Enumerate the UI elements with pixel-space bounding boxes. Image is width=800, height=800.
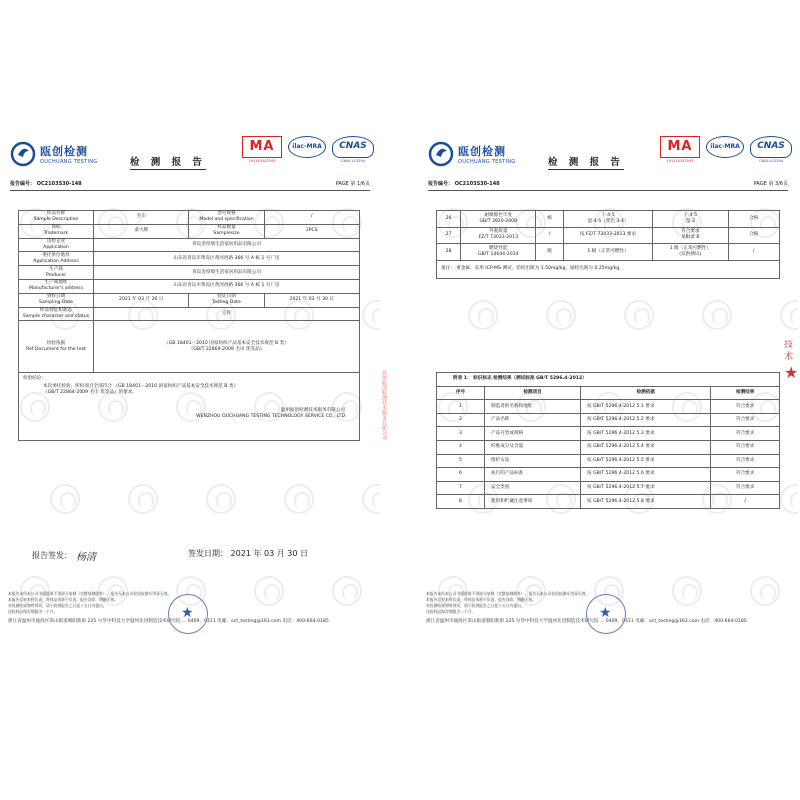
ref-standard-1: 《GB 18401－2010 国家纺织产品基本安全技术规范 B 类》 <box>164 340 289 346</box>
item-cell: 耐摩擦色牢度 GB/T 3920-2008 <box>461 211 536 228</box>
req-cell: 干:4-5 湿:3 <box>653 211 728 228</box>
no-cell: 1 <box>437 400 485 414</box>
table-row <box>437 440 780 454</box>
company-logo <box>10 136 130 172</box>
result-cell: 符合要求 <box>711 440 780 454</box>
side-stamp: 温州瓯创检测技术服务有限公司 <box>381 370 387 440</box>
table-row <box>19 293 360 307</box>
unit-cell: / <box>536 227 563 244</box>
sample-info-table <box>18 210 360 441</box>
footer-line: 对检测结果如有异议，请于收到报告之日起十五日内提出。 <box>8 603 107 609</box>
table-row <box>19 211 360 225</box>
item-cell: 使用和贮藏注意事项 <box>485 495 581 509</box>
table-row <box>19 307 360 321</box>
label-cell: 验证日期 Testing Date <box>189 293 264 307</box>
unit-cell: 级 <box>536 211 563 228</box>
cma-number: 191110342593 <box>248 159 276 163</box>
cma-number: 191110342593 <box>666 159 694 163</box>
label-cell: 委托单位地址 Application Address <box>19 252 94 266</box>
cma-mark: MA <box>242 136 282 158</box>
table-row <box>437 454 780 468</box>
report-number-line <box>10 180 370 190</box>
company-logo <box>428 136 548 172</box>
report-number: 报告编号： OC2103S30-148 <box>10 181 82 187</box>
logo-en-text: OUCHUANG TESTING <box>40 159 98 165</box>
table-caption: 附表 1： 标识标志 检测结果（测试标准 GB/T 5296.4-2012） <box>437 373 780 387</box>
cnas-number: CNAS L13294 <box>341 159 365 163</box>
logo-en-text: OUCHUANG TESTING <box>458 159 516 165</box>
table-row <box>437 495 780 509</box>
watermark-icon <box>780 484 798 514</box>
table-row <box>437 244 780 261</box>
value-cell: 山东省青岛市黄岛区黄河西路 366 号 A 栋 1 号厂房 <box>94 279 360 293</box>
table-row <box>437 260 780 278</box>
result-cell: / <box>711 495 780 509</box>
watermark-icon <box>702 300 732 330</box>
column-header: 检测结果 <box>711 386 780 400</box>
table-row <box>437 427 780 441</box>
verdict-cell: 合格 <box>728 227 779 244</box>
footer-line: 本报告仅对来样负责，对样品来源不负责。报告涂改、增删无效。 <box>426 597 537 603</box>
table-row <box>19 238 360 252</box>
edge-seal-text: 技术 <box>784 340 794 362</box>
basis-cell: 按 GB/T 5296.4-2012 5.4 要求 <box>581 440 711 454</box>
footer-line: 对检测结果如有异议，请于收到报告之日起十五日内提出。 <box>426 603 525 609</box>
item-cell: 纤维成分及含量 <box>485 440 581 454</box>
no-cell: 6 <box>437 468 485 482</box>
item-cell: 安全类别 <box>485 481 581 495</box>
value-cell: 2021 年 03 月 30 日 <box>264 293 360 307</box>
watermark-icon <box>624 300 654 330</box>
logo-cn-text: 瓯创检测 <box>458 145 506 158</box>
watermark-icon <box>128 484 158 514</box>
value-cell: 青岛金厚瑞生活家居用品有限公司 <box>94 238 360 252</box>
page-number: PAGE 第 1/6页 <box>335 181 370 187</box>
label-cell: 检验依据 Ref Document for the test <box>19 321 94 373</box>
cma-mark: MA <box>660 136 700 158</box>
item-cell: 外观质量 FZ/T 73033-2013 <box>461 227 536 244</box>
ouchuang-logo-icon <box>428 141 454 167</box>
footer-address: 浙江省温州市瓯海区茶山街道朝阳新街 225 号华中科技大学温州先进制造技术研究院 ... 0409、0411 电邮：oct_testing@163.com 电话：400-664-0185 <box>8 619 329 625</box>
watermark-icon <box>362 300 380 330</box>
watermark-icon <box>206 484 236 514</box>
signature-line <box>32 548 96 563</box>
table-header-row <box>437 386 780 400</box>
no-cell: 2 <box>437 413 485 427</box>
item-cell: 制造者的名称和地址 <box>485 400 581 414</box>
no-cell: 27 <box>437 227 461 244</box>
basis-cell: 按 GB/T 5296.4-2012 5.7 要求 <box>581 481 711 495</box>
watermark-icon <box>780 300 798 330</box>
watermark-icon <box>284 484 314 514</box>
footer-line: 本报告仅对来样负责，对样品来源不负责。报告涂改、增删无效。 <box>8 597 119 603</box>
label-cell: 样品数量 Samplesize <box>189 224 264 238</box>
result-cell: 1 级（正常可燃性） <box>563 244 652 261</box>
no-cell: 8 <box>437 495 485 509</box>
basis-cell: 按 GB/T 5296.4-2012 5.8 要求 <box>581 495 711 509</box>
basis-cell: 按 GB/T 5296.4-2012 5.2 要求 <box>581 413 711 427</box>
logo-cn-text: 瓯创检测 <box>40 145 88 158</box>
official-seal-icon: ★ <box>168 594 208 634</box>
item-cell: 产品名称 <box>485 413 581 427</box>
verdict-cell: / <box>728 244 779 261</box>
official-seal-icon: ★ <box>586 594 626 634</box>
item-cell: 执行的产品标准 <box>485 468 581 482</box>
conclusion-cell <box>19 373 360 441</box>
label-cell: 生产商地址 Manufacturer's address <box>19 279 94 293</box>
edge-seal-icon: 技术 ★ <box>784 340 799 383</box>
conclusion-text-1: 本次委托检验，所检项目全部符合 《GB 18401－2010 国家纺织产品基本安全技术规范 B 类》 <box>43 384 239 390</box>
value-cell: 青岛金厚瑞生活家居用品有限公司 <box>94 266 360 280</box>
value-cell: 2PCS <box>264 224 360 238</box>
value-cell: 山东省青岛市黄岛区黄河西路 366 号 A 栋 1 号厂房 <box>94 252 360 266</box>
verdict-cell: 合格 <box>728 211 779 228</box>
report-page-3 <box>418 118 798 638</box>
footer-line: 本报告未经本公司书面批准不得部分复制（完整复制除外）。报告无本公司检验检测专用章无效。 <box>426 591 590 596</box>
footer-line: 送检样品保存期限为一个月。 <box>426 609 476 615</box>
cnas-mark: CNAS <box>332 136 374 158</box>
value-cell: 完好 <box>94 307 360 321</box>
labeling-results-table <box>436 372 780 509</box>
report-number: 报告编号： OC2103S30-148 <box>428 181 500 187</box>
column-header: 检测依据 <box>581 386 711 400</box>
report-page-1 <box>0 118 380 638</box>
item-cell: 燃烧性能 GB/T 14644-2014 <box>461 244 536 261</box>
result-cell: 干:4-5 湿:4-5（变色 3-4） <box>563 211 652 228</box>
basis-cell: 按 GB/T 5296.4-2012 5.1 要求 <box>581 400 711 414</box>
result-cell: 符合要求 <box>711 427 780 441</box>
result-cell: 符合要求 <box>711 481 780 495</box>
conclusion-text-2: 《GB/T 22864-2009 毛巾 优等品》的要求。 <box>43 390 137 396</box>
result-cell: 按 FZ/T 73033-2013 要求 <box>563 227 652 244</box>
company-name-en: WENZHOU OUCHUANG TESTING TECHNOLOGY SERVICE CO., LTD <box>196 414 345 420</box>
watermark-icon <box>50 484 80 514</box>
page-number: PAGE 第 3/6页 <box>753 181 788 187</box>
item-cell: 维护方法 <box>485 454 581 468</box>
table-row <box>437 481 780 495</box>
watermark-icon <box>362 484 380 514</box>
footer-address: 浙江省温州市瓯海区茶山街道朝阳新街 225 号华中科技大学温州先进制造技术研究院 ... 0409、0411 电邮：oct_testing@163.com 电话：400-664-0185 <box>426 619 747 625</box>
report-title: 检 测 报 告 <box>548 154 624 170</box>
result-cell: 符合要求 <box>711 413 780 427</box>
table-caption-row <box>437 373 780 387</box>
basis-cell: 按 GB/T 5296.4-2012 5.3 要求 <box>581 427 711 441</box>
issue-date: 签发日期： 2021 年 03 月 30 日 <box>188 549 308 558</box>
no-cell: 4 <box>437 440 485 454</box>
table-row <box>437 413 780 427</box>
accreditation-marks <box>242 136 374 163</box>
column-header: 检测项目 <box>485 386 581 400</box>
table-row <box>437 468 780 482</box>
sign-label: 报告签发： <box>32 551 72 560</box>
table-row <box>19 252 360 266</box>
conclusion-label: 检验结论： <box>23 376 46 382</box>
table-row <box>19 279 360 293</box>
label-cell: 到样日期 Sampling Date <box>19 293 94 307</box>
table-row <box>437 227 780 244</box>
no-cell: 5 <box>437 454 485 468</box>
value-cell: 2021 年 03 月 26 日 <box>94 293 189 307</box>
footer-line: 本报告未经本公司书面批准不得部分复制（完整复制除外）。报告无本公司检验检测专用章无效。 <box>8 591 172 596</box>
cnas-mark: CNAS <box>750 136 792 158</box>
value-cell: 桑大牌 <box>94 224 189 238</box>
item-cell: 产品号型或规格 <box>485 427 581 441</box>
label-cell: 商标 Trademark <box>19 224 94 238</box>
report-number-line <box>428 180 788 190</box>
label-cell: 样品特征和状态 Sample character and status <box>19 307 94 321</box>
table-row <box>19 266 360 280</box>
test-results-table <box>436 210 780 279</box>
no-cell: 3 <box>437 427 485 441</box>
unit-cell: 级 <box>536 244 563 261</box>
column-header: 序号 <box>437 386 485 400</box>
table-row <box>19 321 360 373</box>
footer-line: 送检样品保存期限为一个月。 <box>8 609 58 615</box>
ref-standard-2: 《GB/T 22864-2009 毛巾 优等品》 <box>188 346 265 352</box>
value-cell: / <box>264 211 360 225</box>
no-cell: 26 <box>437 211 461 228</box>
result-cell: 符合要求 <box>711 454 780 468</box>
ilac-mra-mark: ilac-MRA <box>288 136 326 158</box>
company-name-cn: 温州瓯创检测技术服务有限公司 <box>280 408 345 414</box>
table-row <box>437 400 780 414</box>
ouchuang-logo-icon <box>10 141 36 167</box>
signature: 杨清 <box>76 552 96 563</box>
header-rule <box>428 190 788 191</box>
req-cell: 1 级（正常可燃性） (仅供测试) <box>653 244 728 261</box>
no-cell: 28 <box>437 244 461 261</box>
watermark-icon <box>546 300 576 330</box>
header-rule <box>10 190 370 191</box>
note-cell: 备注： 重金属：采用 ICP-MS 测试，铅检出限为 1.50mg/kg，镉检出限为 0.25mg/kg <box>437 260 780 278</box>
label-cell: 型号规格 Model and specification <box>189 211 264 225</box>
basis-cell: 按 GB/T 5296.4-2012 5.5 要求 <box>581 454 711 468</box>
table-row <box>19 373 360 441</box>
no-cell: 7 <box>437 481 485 495</box>
label-cell: 送检企业 Application <box>19 238 94 252</box>
report-header <box>0 136 380 176</box>
result-cell: 符合要求 <box>711 400 780 414</box>
value-cell: 毛巾 <box>94 211 189 225</box>
label-cell: 样品名称 Sample Description <box>19 211 94 225</box>
req-cell: 符合要求 见附录 B <box>653 227 728 244</box>
report-title: 检 测 报 告 <box>130 154 206 170</box>
basis-cell: 按 GB/T 5296.4-2012 5.6 要求 <box>581 468 711 482</box>
report-header <box>418 136 798 176</box>
accreditation-marks <box>660 136 792 163</box>
table-row <box>19 224 360 238</box>
ilac-mra-mark: ilac-MRA <box>706 136 744 158</box>
value-cell <box>94 321 360 373</box>
watermark-icon <box>468 300 498 330</box>
label-cell: 生产商 Producer <box>19 266 94 280</box>
result-cell: 符合要求 <box>711 468 780 482</box>
cnas-number: CNAS L13294 <box>759 159 783 163</box>
table-row <box>437 211 780 228</box>
